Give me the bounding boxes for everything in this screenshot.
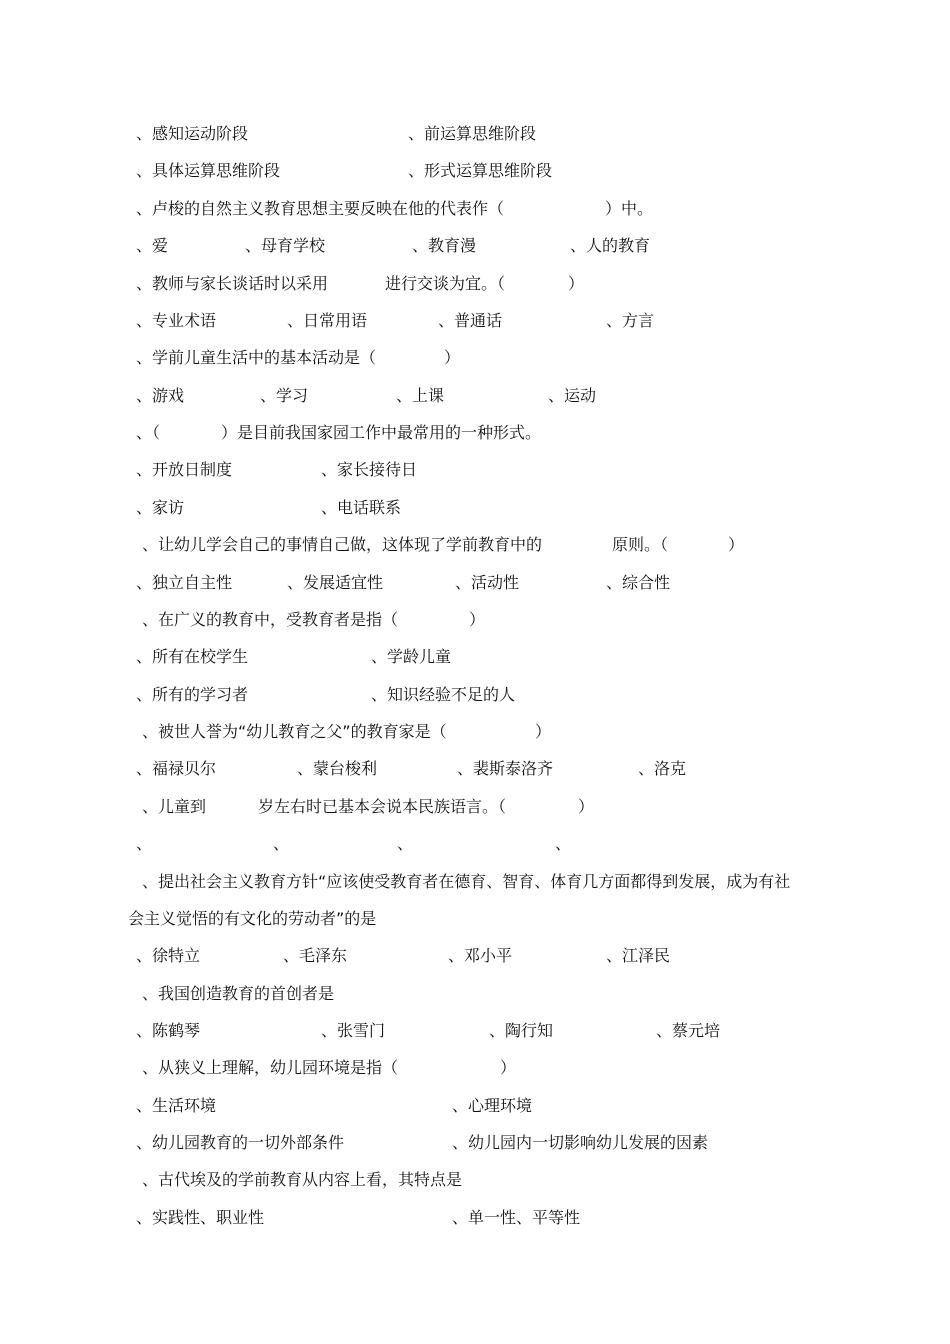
line-segment: 、蒙台梭利 xyxy=(297,759,378,778)
line-segment: 、专业术语 xyxy=(136,311,217,330)
line-segment: 、 xyxy=(136,834,153,853)
line-segment: 、幼儿园内一切影响幼儿发展的因素 xyxy=(452,1133,709,1152)
line-segment: ） xyxy=(469,610,486,629)
question-line xyxy=(0,197,950,221)
line-segment: 、运动 xyxy=(548,386,597,405)
question-line xyxy=(0,272,950,296)
line-segment: 、爱 xyxy=(136,236,169,255)
line-segment: 、毛泽东 xyxy=(283,946,348,965)
question-line xyxy=(0,907,950,931)
line-segment: 、学前儿童生活中的基本活动是（ xyxy=(136,348,377,367)
question-line xyxy=(0,944,950,968)
line-segment: 、在广义的教育中，受教育者是指（ xyxy=(142,610,399,629)
line-segment: 、徐特立 xyxy=(136,946,201,965)
line-segment: 、邓小平 xyxy=(448,946,513,965)
line-segment: 、发展适宜性 xyxy=(287,573,384,592)
line-segment: 岁左右时已基本会说本民族语言。（ xyxy=(258,797,507,816)
line-segment: 、前运算思维阶段 xyxy=(408,124,537,143)
line-segment: ） xyxy=(500,1058,517,1077)
line-segment: ） xyxy=(535,722,552,741)
line-segment: 、提出社会主义教育方针“应该使受教育者在德育、智育、体育几方面都得到发展，成为有社 xyxy=(142,872,791,891)
question-line xyxy=(0,1019,950,1043)
line-segment: 、洛克 xyxy=(638,759,687,778)
line-segment: 、方言 xyxy=(606,311,655,330)
line-segment: ） xyxy=(568,274,585,293)
question-line xyxy=(0,757,950,781)
line-segment: 、福禄贝尔 xyxy=(136,759,217,778)
question-line xyxy=(0,608,950,632)
line-segment: 、教育漫 xyxy=(412,236,477,255)
line-segment: 、陈鹤琴 xyxy=(136,1021,201,1040)
line-segment: 、开放日制度 xyxy=(136,460,233,479)
line-segment: 、张雪门 xyxy=(321,1021,386,1040)
question-line xyxy=(0,870,950,894)
line-segment: 、让幼儿学会自己的事情自己做，这体现了学前教育中的 xyxy=(142,535,543,554)
line-segment: 、具体运算思维阶段 xyxy=(136,161,281,180)
line-segment: 、生活环境 xyxy=(136,1096,217,1115)
question-line xyxy=(0,832,950,856)
line-segment: 、幼儿园教育的一切外部条件 xyxy=(136,1133,345,1152)
question-line xyxy=(0,533,950,557)
question-line xyxy=(0,1206,950,1230)
line-segment: 、 xyxy=(273,834,290,853)
question-line xyxy=(0,1131,950,1155)
line-segment: 、从狭义上理解，幼儿园环境是指（ xyxy=(142,1058,399,1077)
line-segment: 、独立自主性 xyxy=(136,573,233,592)
question-line xyxy=(0,458,950,482)
line-segment: 、人的教育 xyxy=(570,236,651,255)
line-segment: 、被世人誉为“幼儿教育之父”的教育家是（ xyxy=(142,722,447,741)
question-line xyxy=(0,645,950,669)
line-segment: 、卢梭的自然主义教育思想主要反映在他的代表作（ xyxy=(136,199,505,218)
line-segment: 、实践性、职业性 xyxy=(136,1208,265,1227)
line-segment: 、心理环境 xyxy=(452,1096,533,1115)
line-segment: 、上课 xyxy=(396,386,445,405)
line-segment: ） xyxy=(728,535,745,554)
question-line xyxy=(0,720,950,744)
line-segment: 、知识经验不足的人 xyxy=(371,685,516,704)
question-line xyxy=(0,421,950,445)
line-segment: 、 xyxy=(555,834,572,853)
line-segment: 、活动性 xyxy=(455,573,520,592)
line-segment: 、普通话 xyxy=(438,311,503,330)
line-segment: 、游戏 xyxy=(136,386,185,405)
line-segment: 、所有的学习者 xyxy=(136,685,249,704)
line-segment: ）中。 xyxy=(605,199,654,218)
line-segment: 、家访 xyxy=(136,498,185,517)
question-line xyxy=(0,496,950,520)
line-segment: ） xyxy=(444,348,461,367)
line-segment: 、电话联系 xyxy=(321,498,402,517)
line-segment: ） xyxy=(578,797,595,816)
question-line xyxy=(0,982,950,1006)
line-segment: 、综合性 xyxy=(606,573,671,592)
line-segment: 、所有在校学生 xyxy=(136,647,249,666)
question-line xyxy=(0,346,950,370)
question-line xyxy=(0,122,950,146)
line-segment: 、古代埃及的学前教育从内容上看，其特点是 xyxy=(142,1170,463,1189)
line-segment: 、蔡元培 xyxy=(656,1021,721,1040)
line-segment: 进行交谈为宜。（ xyxy=(385,274,506,293)
question-line xyxy=(0,1094,950,1118)
question-line xyxy=(0,1168,950,1192)
line-segment: 会主义觉悟的有文化的劳动者”的是 xyxy=(128,909,377,928)
question-line xyxy=(0,384,950,408)
line-segment: ）是目前我国家园工作中最常用的一种形式。 xyxy=(221,423,542,442)
line-segment: 、江泽民 xyxy=(606,946,671,965)
line-segment: 、单一性、平等性 xyxy=(452,1208,581,1227)
line-segment: 、裴斯泰洛齐 xyxy=(457,759,554,778)
question-line xyxy=(0,683,950,707)
line-segment: 、学龄儿童 xyxy=(371,647,452,666)
question-line xyxy=(0,571,950,595)
question-line xyxy=(0,795,950,819)
line-segment: 、 xyxy=(397,834,414,853)
line-segment: 、家长接待日 xyxy=(321,460,418,479)
question-line xyxy=(0,1056,950,1080)
line-segment: 原则。（ xyxy=(612,535,669,554)
question-line xyxy=(0,159,950,183)
line-segment: 、陶行知 xyxy=(489,1021,554,1040)
line-segment: 、感知运动阶段 xyxy=(136,124,249,143)
line-segment: 、学习 xyxy=(260,386,309,405)
question-line xyxy=(0,234,950,258)
question-line xyxy=(0,309,950,333)
line-segment: 、形式运算思维阶段 xyxy=(408,161,553,180)
line-segment: 、我国创造教育的首创者是 xyxy=(142,984,335,1003)
line-segment: 、教师与家长谈话时以采用 xyxy=(136,274,329,293)
line-segment: 、母育学校 xyxy=(245,236,326,255)
line-segment: 、（ xyxy=(136,423,161,442)
line-segment: 、日常用语 xyxy=(287,311,368,330)
line-segment: 、儿童到 xyxy=(142,797,207,816)
